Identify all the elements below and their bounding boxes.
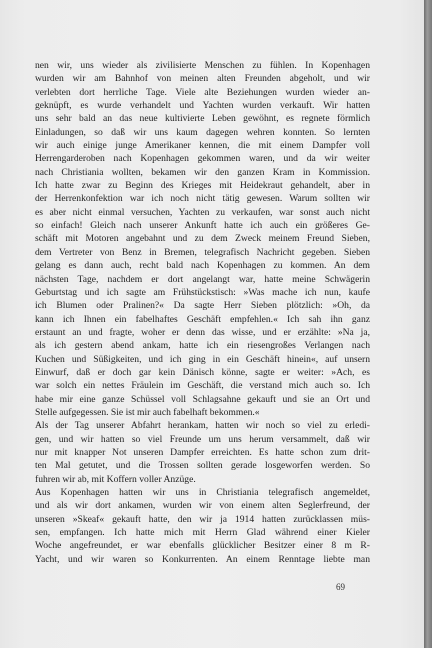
text-line: kann ich Ihnen ein fabelhaftes Geschäft empfehlen.« Ich sah ihn ganz — [35, 313, 370, 325]
text-line: wurden wir am Bahnhof von meinen alten Freunden abgeholt, und wir — [35, 73, 370, 85]
text-line: Aus Kopenhagen hatten wir uns in Christiania telegrafisch angemeldet, — [35, 487, 370, 498]
text-line: uns sehr bald an das neue kultivierte Leben gewöhnt, es regnete förmlich — [35, 113, 370, 125]
text-line: es aber nicht einmal versuchen, Yachten zu verkaufen, war sonst auch nicht — [35, 206, 370, 218]
text-line: und als wir dort ankamen, wurden wir von einem alten Seglerfreund, der — [35, 500, 370, 512]
text-line: nur mit knapper Not unseren Dampfer erreichten. Es hatte schon zum drit- — [35, 446, 370, 458]
page-edge-shadow — [424, 0, 432, 648]
text-line: Einwurf, daß er doch gar kein Dänisch könne, sagte er weiter: »Ach, es — [35, 366, 370, 378]
text-line: der Herrenkonfektion war ich noch nicht tätig gewesen. Warum sollten wir — [35, 193, 370, 205]
text-line: als ich gestern abend ankam, hatte ich ein riesengroßes Verlangen nach — [35, 340, 370, 352]
text-line: Yacht, und wir waren so Konkurrenten. An einem Renntage liebte man — [35, 553, 370, 565]
text-line: Woche angefreundet, er war ebenfalls glücklicher Besitzer einer 8 m R- — [35, 540, 370, 552]
text-line: Herrengarderoben nach Kopenhagen gekommen waren, und da wir weiter — [35, 153, 370, 165]
text-line: war solch ein nettes Fräulein im Geschäft, die verstand mich auch so. Ich — [35, 380, 370, 392]
text-line: nen wir, uns wieder als zivilisierte Menschen zu fühlen. In Kopenhagen — [35, 60, 370, 71]
text-line: nächsten Tage, nachdem er dort angelangt war, hatte meine Schwägerin — [35, 273, 370, 285]
text-line: Als der Tag unserer Abfahrt herankam, hatten wir noch so viel zu erledi- — [35, 420, 370, 432]
text-line: Geburtstag und ich sagte am Frühstückstisch: »Was mache ich nun, kaufe — [35, 286, 370, 298]
text-line: dem Vertreter von Benz in Bremen, telegrafisch Nachricht gegeben. Sieben — [35, 246, 370, 258]
text-line: schäft mit Motoren angebahnt und zu dem Zweck meinem Freund Sieben, — [35, 233, 370, 245]
text-line: gen, und wir hatten so viel Freunde um uns herum versammelt, daß wir — [35, 433, 370, 445]
text-line: ich Blumen oder Pralinen?« Da sagte Herr Sieben plötzlich: »Oh, da — [35, 300, 370, 312]
text-line: Stelle aufgegessen. Sie ist mir auch fabelhaft bekommen.« — [35, 406, 260, 418]
text-line: Ich hatte zwar zu Beginn des Krieges mit Heidekraut gehandelt, aber in — [35, 180, 370, 192]
text-line: sen, empfangen. Ich hatte mich mit Herrn Glad während einer Kieler — [35, 527, 370, 539]
text-line: geknüpft, es wurde verhandelt und Yachten wurden verkauft. Wir hatten — [35, 100, 370, 112]
text-line: gelang es dann auch, recht bald nach Kopenhagen zu kommen. An dem — [35, 260, 370, 272]
text-line: habe mir eine ganze Schüssel voll Schlagsahne gekauft und sie an Ort und — [35, 393, 370, 405]
text-line: fuhren wir ab, mit Koffern voller Anzüge. — [35, 473, 196, 485]
body-text — [35, 59, 370, 566]
text-line: Einladungen, so daß wir uns kaum dagegen wehren konnten. So lernten — [35, 126, 370, 138]
text-line: wir auch einige junge Amerikaner kennen, die mit einem Dampfer voll — [35, 140, 370, 152]
text-line: erstaunt an und fragte, woher er denn das wisse, und er erzählte: »Na ja, — [35, 326, 370, 338]
page-number: 69 — [336, 582, 345, 592]
text-line: verlebten dort herrliche Tage. Viele alte Beziehungen wurden wieder an- — [35, 86, 370, 98]
text-line: so einfach! Gleich nach unserer Ankunft hatte ich auch ein größeres Ge- — [35, 220, 370, 232]
text-line: nach Christiania wollten, bekamen wir den ganzen Kram in Kommission. — [35, 166, 370, 178]
text-line: Kuchen und Süßigkeiten, und ich ging in ein Geschäft hinein«, auf unsern — [35, 353, 370, 365]
text-line: unseren »Skeaf« gekauft hatte, den wir ja 1914 hatten zurücklassen müs- — [35, 513, 370, 525]
text-line: ten Mal getutet, und die Trossen sollten gerade losgeworfen werden. So — [35, 460, 370, 472]
